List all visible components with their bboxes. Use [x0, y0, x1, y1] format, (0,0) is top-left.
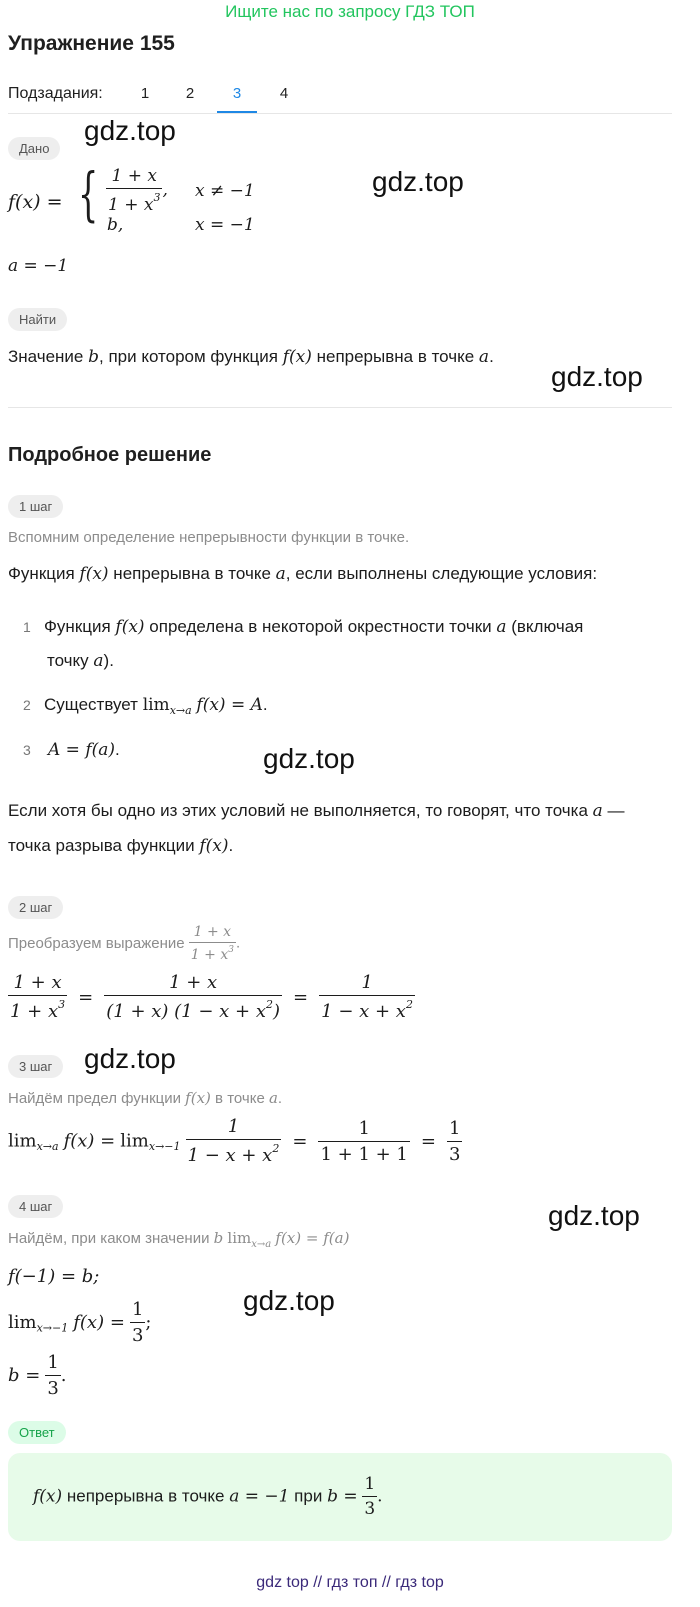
watermark: gdz.top: [263, 743, 355, 774]
page-title: Упражнение 155: [8, 32, 175, 55]
divider: [8, 407, 672, 408]
case2-value: b,: [107, 215, 124, 235]
step3-hint: Найдём предел функции f(x) в точке a.: [8, 1089, 283, 1107]
subtasks-label: Подзадания:: [8, 85, 103, 102]
watermark: gdz.top: [372, 166, 464, 197]
step4-hint: Найдём, при каком значении b $\lim_{x\to a} f(x) = f(a)$: [8, 1229, 350, 1250]
list-number: 3: [23, 742, 31, 758]
step1-badge: 1 шаг: [8, 495, 63, 518]
step4-line2: $\lim_{x\to-1} f(x)$ = $\frac{1}{3}$ ;: [8, 1299, 152, 1346]
condition-2: Существует $\lim_{x\to a} f(x) = A$.: [44, 695, 268, 717]
step2-equation: $\frac{1 + x}{1 + x^3}$ = $\frac{1 + x}{(1 + x) (1 - x + x^2)}$ = $\frac{1}{1 - x + x^2}$: [10, 972, 413, 1022]
case2-condition: x = −1: [195, 215, 255, 235]
search-banner: Ищите нас по запросу ГДЗ ТОП: [225, 2, 475, 21]
function-lhs: f(x) =: [8, 191, 63, 213]
step4-badge: 4 шаг: [8, 1195, 63, 1218]
step1-outro: Если хотя бы одно из этих условий не выполняется, то говорят, что точка a —: [8, 801, 625, 821]
condition-1: Функция f(x) определена в некоторой окрестности точки a (включая: [44, 617, 584, 637]
watermark: gdz.top: [84, 1043, 176, 1074]
subtask-tab-3[interactable]: 3: [232, 85, 242, 102]
case1-condition: x ≠ −1: [195, 181, 255, 201]
watermark: gdz.top: [548, 1200, 640, 1231]
step1-outro-cont: точка разрыва функции f(x).: [8, 836, 234, 856]
given-badge: Дано: [8, 137, 60, 160]
step4-line3: b = $\frac{1}{3}$ .: [8, 1352, 67, 1399]
list-number: 2: [23, 697, 31, 713]
piecewise-brace: {: [78, 160, 99, 228]
find-badge: Найти: [8, 308, 67, 331]
answer-badge: Ответ: [8, 1421, 66, 1444]
subtask-tab-1[interactable]: 1: [140, 85, 150, 102]
list-number: 1: [23, 619, 31, 635]
watermark: gdz.top: [84, 115, 176, 146]
subtask-tab-4[interactable]: 4: [279, 85, 289, 102]
step2-hint: Преобразуем выражение $\frac{1 + x}{1 + x^3}$ .: [8, 924, 241, 963]
footer-links[interactable]: gdz top // гдз топ // гдз top: [256, 1574, 444, 1591]
a-value: a = −1: [8, 256, 69, 276]
step3-badge: 3 шаг: [8, 1055, 63, 1078]
find-text: Значение b, при котором функция f(x) непрерывна в точке a.: [8, 347, 494, 367]
condition-1-cont: точку a).: [47, 651, 114, 671]
step2-badge: 2 шаг: [8, 896, 63, 919]
watermark: gdz.top: [243, 1285, 335, 1316]
solution-title: Подробное решение: [8, 444, 212, 466]
condition-3: A = f(a).: [48, 740, 120, 760]
subtask-tab-2[interactable]: 2: [185, 85, 195, 102]
answer-text: f(x) непрерывна в точке a = −1 при b = $\frac{1}{3}$ .: [33, 1474, 383, 1519]
case1-fraction: $\frac{1 + x}{1 + x^3}$ ,: [108, 166, 168, 215]
step1-hint: Вспомним определение непрерывности функции в точке.: [8, 529, 410, 546]
step4-line1: f(−1) = b;: [8, 1266, 100, 1287]
divider: [8, 113, 672, 114]
step1-intro: Функция f(x) непрерывна в точке a, если выполнены следующие условия:: [8, 564, 598, 584]
watermark: gdz.top: [551, 361, 643, 392]
step3-equation: $\lim_{x\to a} f(x) = \lim_{x\to-1}$ $\frac{1}{1 - x + x^2}$ = $\frac{1}{1 + 1 + 1}$ = $\frac{1}{3}$: [8, 1116, 461, 1166]
